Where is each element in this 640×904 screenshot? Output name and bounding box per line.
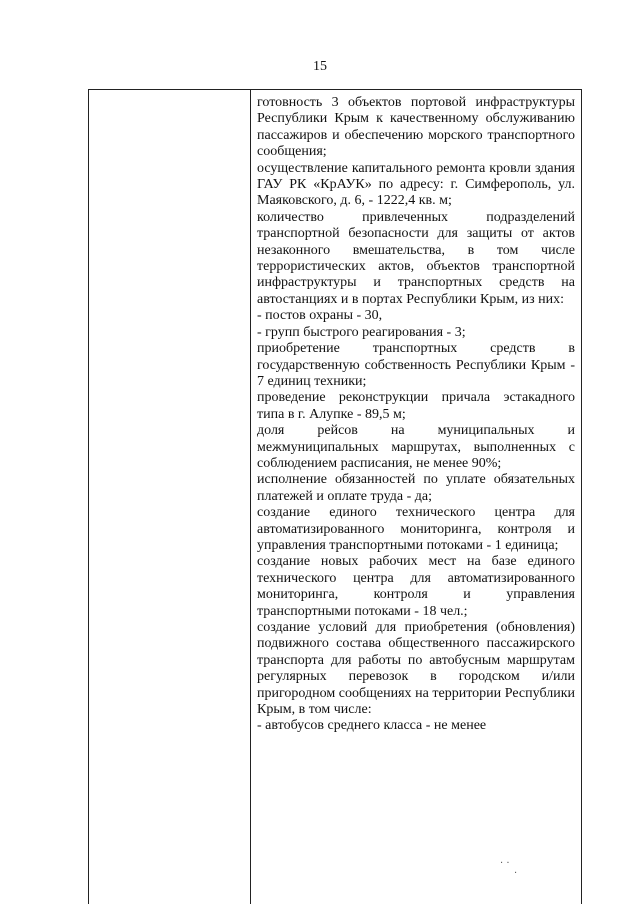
- list-item-medium-buses: - автобусов среднего класса - не менее: [257, 718, 487, 734]
- paragraph-security-units: количество привлеченных подразделений транспортной безопасности для защиты от актов незаконного вмешательства, в том числе террористических актов, объектов транспортной инфраструктуры и транспортных средств на автостанциях и в портах Республики Крым, из них:: [257, 209, 575, 307]
- list-item-guard-posts: - постов охраны - 30,: [257, 308, 383, 324]
- paragraph-technical-center: создание единого технического центра для автоматизированного мониторинга, контроля и управления транспортными потоками - 1 единица;: [257, 505, 575, 553]
- scan-speckle: · ·: [500, 858, 510, 869]
- right-cell: [257, 95, 575, 735]
- paragraph-obligations: исполнение обязанностей по уплате обязательных платежей и оплате труда - да;: [257, 472, 575, 504]
- list-item-rapid-response: - групп быстрого реагирования - 3;: [257, 324, 466, 340]
- scan-speckle: ·: [514, 868, 518, 879]
- paragraph-ports-readiness: готовность 3 объектов портовой инфраструктуры Республики Крым к качественному обслуживанию пассажиров и обеспечению морского транспортного сообщения;: [257, 95, 575, 160]
- paragraph-vehicle-purchase: приобретение транспортных средств в государственную собственность Республики Крым - 7 единиц техники;: [257, 341, 575, 389]
- paragraph-roof-repair: осуществление капитального ремонта кровли здания ГАУ РК «КрАУК» по адресу: г. Симферополь, ул. Маяковского, д. 6, - 1222,4 кв. м;: [257, 160, 575, 209]
- paragraph-fleet-renewal: создание условий для приобретения (обновления) подвижного состава общественного пассажирского транспорта для работы по автобусным маршрутам регулярных перевозок в городском и/или пригородном сообщениях на территории Республики Крым, в том числе:: [257, 620, 575, 718]
- column-divider: [250, 90, 251, 904]
- paragraph-pier-reconstruction: проведение реконструкции причала эстакадного типа в г. Алупке - 89,5 м;: [257, 390, 575, 422]
- paragraph-new-jobs: создание новых рабочих мест на базе единого технического центра для автоматизированного мониторинга, контроля и управления транспортными потоками - 18 чел.;: [257, 554, 575, 619]
- document-table: [88, 89, 582, 904]
- page-number: 15: [313, 59, 327, 74]
- paragraph-schedule-compliance: доля рейсов на муниципальных и межмуниципальных маршрутах, выполненных с соблюдением расписания, не менее 90%;: [257, 423, 575, 471]
